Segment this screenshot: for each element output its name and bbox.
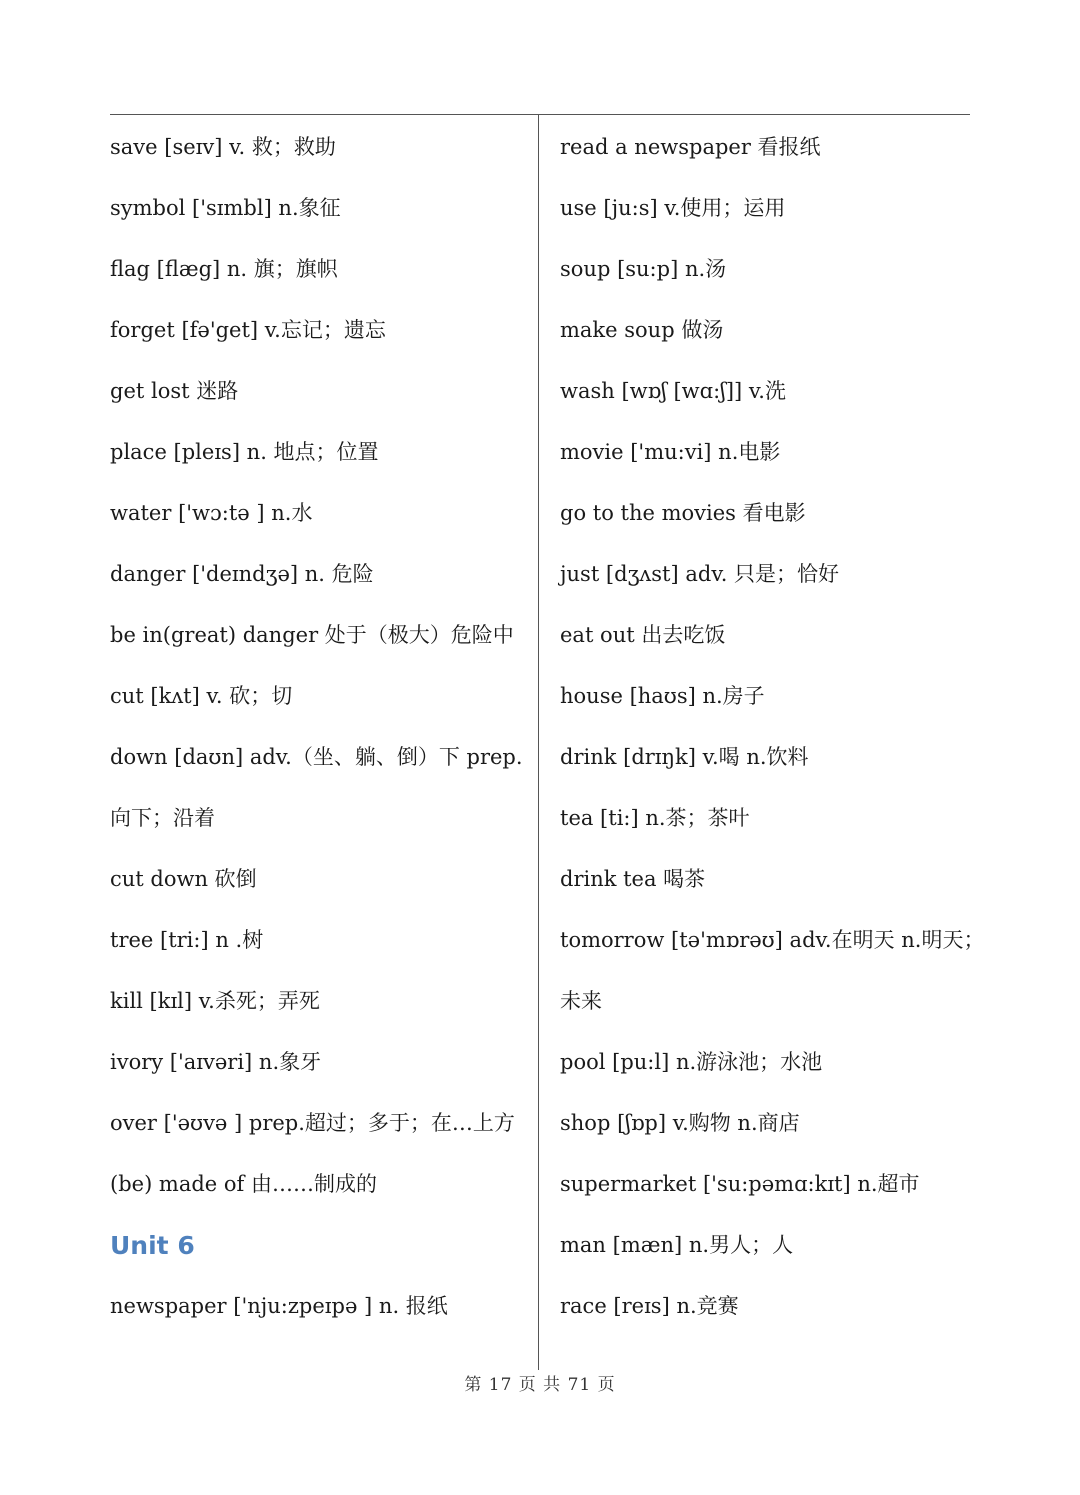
vocab-entry: use [ju:s] v.使用；运用	[560, 196, 786, 220]
vocab-entry: tomorrow [tə'mɒrəʊ] adv.在明天 n.明天；	[560, 928, 985, 952]
vocab-entry: soup [su:p] n.汤	[560, 257, 727, 281]
vocab-entry: make soup 做汤	[560, 318, 724, 342]
vocab-entry: read a newspaper 看报纸	[560, 135, 821, 159]
vocab-entry: save [seɪv] v. 救；救助	[110, 135, 336, 159]
top-rule	[110, 114, 970, 115]
vocab-entry: movie ['mu:vi] n.电影	[560, 440, 781, 464]
vocab-entry: wash [wɒʃ [wɑ:ʃ]] v.洗	[560, 379, 786, 403]
vocab-entry: be in(great) danger 处于（极大）危险中	[110, 623, 514, 647]
vocab-entry: man [mæn] n.男人；人	[560, 1233, 794, 1257]
vocab-entry: kill [kɪl] v.杀死；弄死	[110, 989, 320, 1013]
vocab-entry: down [daʊn] adv.（坐、躺、倒）下 prep.	[110, 745, 523, 769]
vocab-entry: place [pleɪs] n. 地点；位置	[110, 440, 379, 464]
vocab-entry: supermarket ['su:pəmɑ:kɪt] n.超市	[560, 1172, 920, 1196]
vocab-entry: 向下；沿着	[110, 806, 215, 830]
vocab-entry: pool [pu:l] n.游泳池；水池	[560, 1050, 823, 1074]
vocab-entry: tea [ti:] n.茶；茶叶	[560, 806, 750, 830]
vocab-entry: over ['əʊvə ] prep.超过；多于；在…上方	[110, 1111, 515, 1135]
vocab-entry: flag [flæg] n. 旗；旗帜	[110, 257, 338, 281]
vocab-entry: just [dʒʌst] adv. 只是；恰好	[560, 562, 840, 586]
vocab-entry: get lost 迷路	[110, 379, 239, 403]
vocab-entry: cut [kʌt] v. 砍；切	[110, 684, 293, 708]
vocab-entry: water ['wɔ:tə ] n.水	[110, 501, 313, 525]
unit-heading: Unit 6	[110, 1231, 195, 1260]
vocab-entry: newspaper ['nju:zpeɪpə ] n. 报纸	[110, 1294, 448, 1318]
vocab-entry: go to the movies 看电影	[560, 501, 806, 525]
column-divider	[538, 115, 539, 1370]
page-footer: 第 17 页 共 71 页	[464, 1375, 616, 1395]
vocab-entry: drink tea 喝茶	[560, 867, 706, 891]
vocab-entry: (be) made of 由……制成的	[110, 1172, 378, 1196]
vocab-entry: drink [drɪŋk] v.喝 n.饮料	[560, 745, 809, 769]
vocab-entry: eat out 出去吃饭	[560, 623, 726, 647]
vocab-entry: ivory ['aɪvəri] n.象牙	[110, 1050, 322, 1074]
vocab-entry: symbol ['sɪmbl] n.象征	[110, 196, 341, 220]
vocab-entry: danger ['deɪndʒə] n. 危险	[110, 562, 374, 586]
vocab-entry: tree [tri:] n .树	[110, 928, 264, 952]
vocab-entry: forget [fə'get] v.忘记；遗忘	[110, 318, 386, 342]
vocab-entry: cut down 砍倒	[110, 867, 257, 891]
left-column	[110, 117, 530, 1337]
vocab-entry: shop [ʃɒp] v.购物 n.商店	[560, 1111, 800, 1135]
vocab-entry: 未来	[560, 989, 602, 1013]
vocab-entry: race [reɪs] n.竞赛	[560, 1294, 739, 1318]
vocab-entry: house [haʊs] n.房子	[560, 684, 765, 708]
right-column	[560, 117, 985, 1337]
